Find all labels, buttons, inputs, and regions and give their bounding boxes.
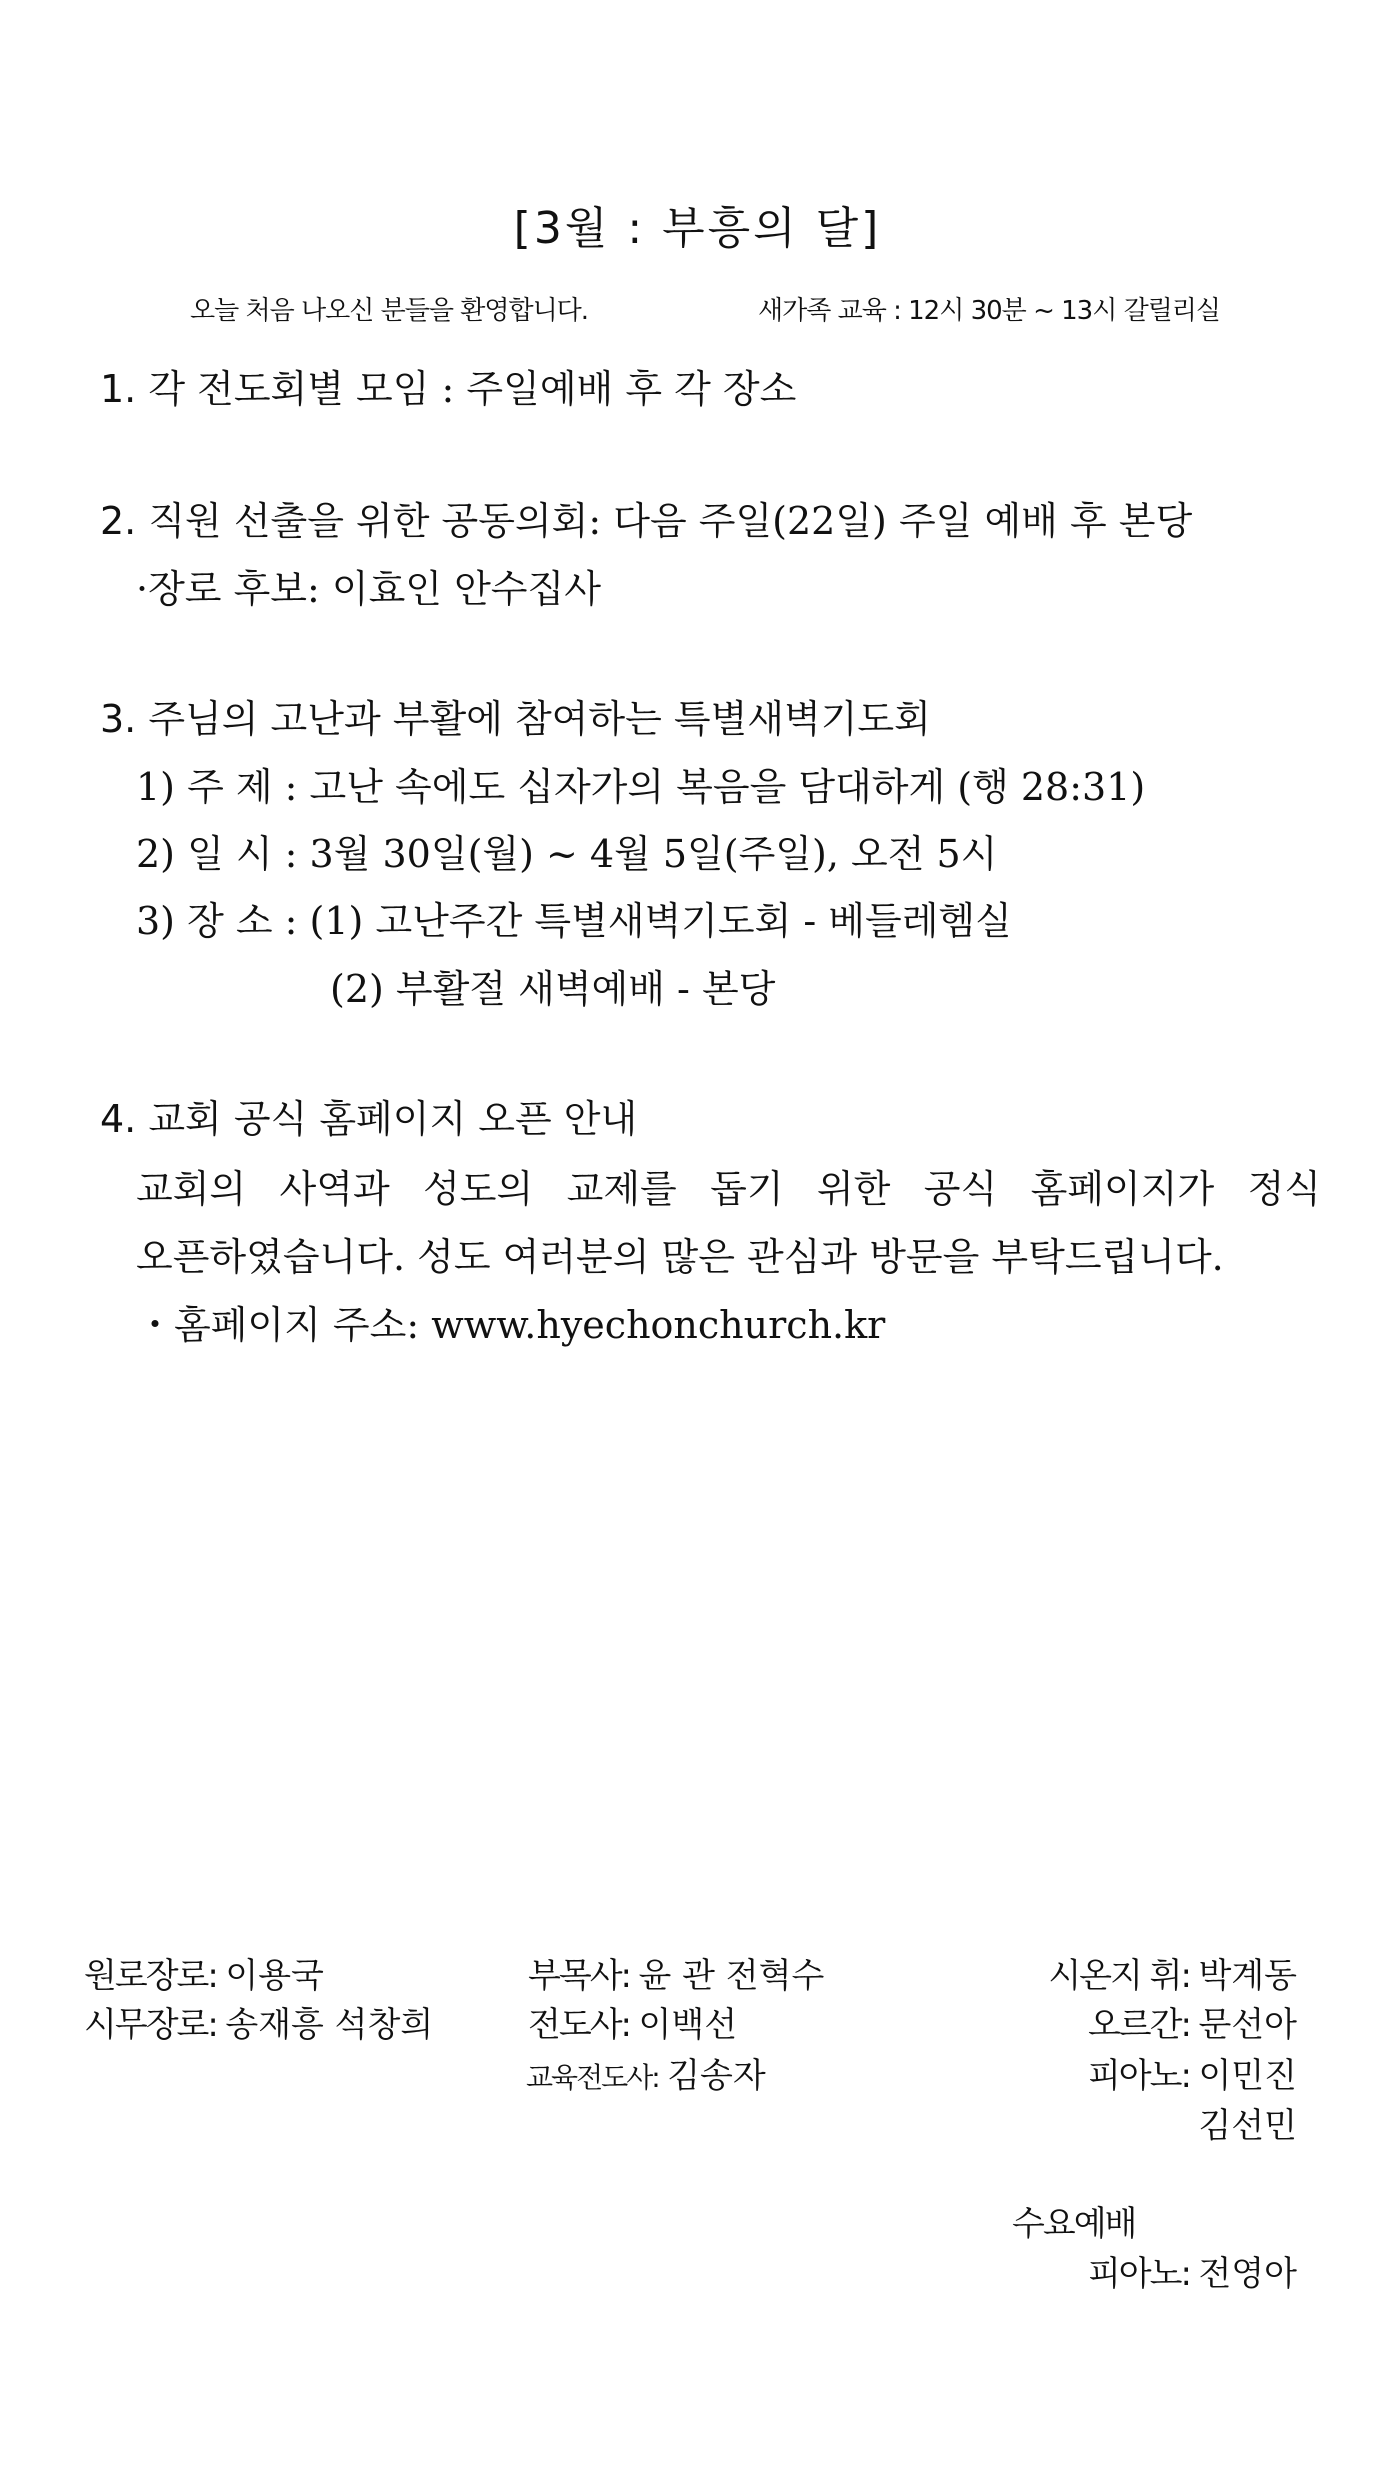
- staff-label: 오르간:: [1087, 2005, 1190, 2045]
- staff-education-evangelist: [526, 2048, 766, 2097]
- welcome-text: 오늘 처음 나오신 분들을 환영합니다.: [190, 296, 589, 326]
- staff-label: 원로장로:: [84, 1956, 217, 1996]
- notice-1-heading: 1. 각 전도회별 모임: [100, 367, 430, 411]
- staff-label: 피아노:: [1087, 2254, 1190, 2294]
- notice-2-heading: 2. 직원 선출을 위한 공동의회: [100, 499, 589, 543]
- staff-name: 송재흥 석창희: [225, 2005, 434, 2045]
- staff-label: 시무장로:: [84, 2005, 217, 2045]
- notice-3-theme: 1) 주 제 : 고난 속에도 십자가의 복음을 담대하게 (행 28:31): [136, 765, 1146, 809]
- staff-active-elders: [84, 1997, 433, 2046]
- notice-1: [100, 358, 796, 413]
- staff-evangelist: [528, 1997, 737, 2046]
- staff-name: 이백선: [638, 2005, 738, 2045]
- notice-3-heading: 3. 주님의 고난과 부활에 참여하는 특별새벽기도회: [100, 697, 931, 741]
- new-family-education: 새가족 교육 : 12시 30분 ~ 13시 갈릴리실: [758, 296, 1221, 326]
- notice-2-text: : 다음 주일(22일) 주일 예배 후 본당: [588, 499, 1193, 543]
- wednesday-pianist: [1088, 2246, 1297, 2295]
- staff-label: 교육전도사:: [526, 2061, 659, 2094]
- staff-name: 김선민: [1198, 2106, 1297, 2146]
- notice-3-place-2: (2) 부활절 새벽예배 - 본당: [330, 967, 776, 1011]
- staff-name: 문선아: [1198, 2005, 1297, 2045]
- staff-label: 전도사:: [528, 2005, 630, 2045]
- staff-name: 이용국: [225, 1956, 324, 1996]
- staff-label: 부목사:: [528, 1956, 630, 1996]
- notice-3-date: 2) 일 시 : 3월 30일(월) ~ 4월 5일(주일), 오전 5시: [136, 832, 998, 876]
- notice-4-body-2: 오픈하였습니다. 성도 여러분의 많은 관심과 방문을 부탁드립니다.: [136, 1235, 1224, 1279]
- staff-label: 시온지 휘:: [1048, 1956, 1190, 1996]
- staff-choir-director: [1048, 1948, 1297, 1997]
- staff-name: 윤 관 전혁수: [638, 1956, 825, 1996]
- staff-label: 피아노:: [1087, 2056, 1190, 2096]
- staff-organist: [1088, 1997, 1297, 2046]
- notice-3-place: 3) 장 소 : (1) 고난주간 특별새벽기도회 - 베들레헴실: [136, 899, 1012, 943]
- staff-name: 이민진: [1198, 2056, 1297, 2096]
- notice-2: [100, 490, 1192, 545]
- notice-4-heading: 4. 교회 공식 홈페이지 오픈 안내: [100, 1097, 638, 1141]
- month-title: [3월 : 부흥의 달]: [513, 203, 882, 254]
- wednesday-service-title: 수요예배: [1012, 2204, 1136, 2244]
- staff-associate-pastor: [528, 1948, 824, 1997]
- staff-pianist: [1088, 2048, 1297, 2097]
- notice-2-candidate: ·장로 후보: 이효인 안수집사: [136, 567, 601, 611]
- staff-pianist-2: [1198, 2098, 1297, 2147]
- staff-name: 김송자: [667, 2056, 766, 2096]
- notice-4-body-1: 교회의 사역과 성도의 교제를 돕기 위한 공식 홈페이지가 정식: [136, 1167, 1321, 1211]
- notice-1-text: : 주일예배 후 각 장소: [429, 367, 797, 411]
- staff-elder-emeritus: [84, 1948, 324, 1997]
- staff-name: 전영아: [1198, 2254, 1297, 2294]
- staff-name: 박계동: [1198, 1956, 1297, 1996]
- homepage-url: ・홈페이지 주소: www.hyechonchurch.kr: [136, 1303, 886, 1347]
